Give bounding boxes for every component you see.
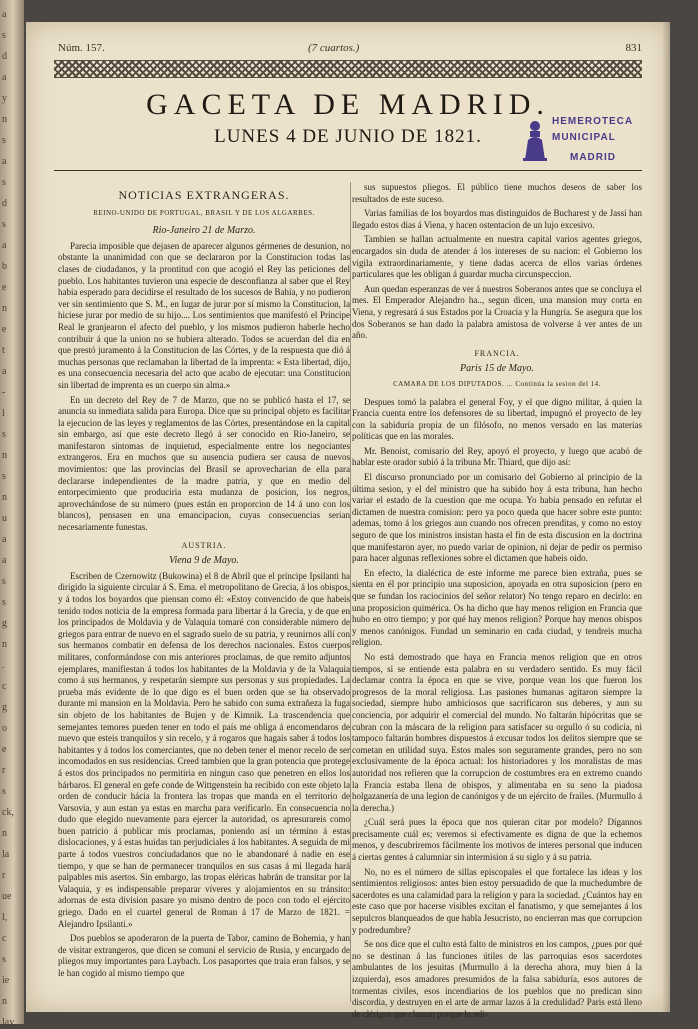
- viena-dateline: Viena 9 de Mayo.: [169, 555, 239, 567]
- edge-fragment: y: [2, 93, 7, 104]
- section-title: NOTICIAS EXTRANGERAS.: [118, 188, 290, 202]
- right-column: [352, 182, 642, 1023]
- edge-fragment: s: [2, 576, 6, 587]
- article-paragraph: No está demostrado que haya en Francia menos religion que en otros tiempos, si se entiende esta palabra en su verdadero sentido. Es muy fácil declamar contra la época en que se vive, porque vean los que fueron los progresos de la moral religiosa. Las pasiones humanas agitaron siempre la sociedad, siempre hubo ambiciosos que sacrificaron sus deberes, y aun su conciencia, por adquirir el comercial del mundo. No faltarán hipócritas que se cubran con la máscara de la religion para satisfacer su orgullo ó su codicia, ni tampoco faltarán hombres dispuestos á excusar todos los delitos siempre que se cometan en utilidad suya. Estos males son seguramente grandes, pero no son exclusivamente de la época actual: los historiadores y los moralistas de mas autoridad nos refieren que la corrupcion de costumbres era en extremo cuando la Francia estaba llena de obispos, y alimentaba en su seno la piadosa holgazanería de una legion de canónigos y de un ejército de frailes. (Murmullo á la derecha.): [352, 651, 642, 813]
- edge-fragment: t: [2, 345, 5, 356]
- edge-fragment: b: [2, 261, 7, 272]
- edge-fragment: s: [2, 219, 6, 230]
- edge-fragment: a: [2, 72, 7, 83]
- edge-fragment: s: [2, 954, 6, 965]
- issue-number: Núm. 157.: [58, 42, 105, 54]
- edge-fragment: n: [2, 492, 7, 503]
- edge-fragment: g: [2, 618, 7, 629]
- newspaper-page: [26, 22, 670, 1019]
- edge-fragment: s: [2, 429, 6, 440]
- edge-fragment: a: [2, 366, 7, 377]
- article-paragraph: Aun quedan esperanzas de ver á nuestros Soberanos antes que se concluya el mes. El Emperador Alejandro ha.., segun dicen, una mansion muy corta en Viena, y regresará á sus Estados por la Croacia y la Hungría. Se asegura que los dos Soberanos se han dado la palabra amistosa de volverse á ver antes de un año.: [352, 283, 642, 341]
- edge-fragment: d: [2, 198, 7, 209]
- edge-fragment: n: [2, 114, 7, 125]
- edge-fragment: c: [2, 933, 7, 944]
- edge-fragment: s: [2, 597, 6, 608]
- edge-fragment: e: [2, 282, 7, 293]
- edge-fragment: a: [2, 534, 7, 545]
- kingdom-title: REINO-UNIDO DE PORTUGAL, BRASIL Y DE LOS ALGARBES.: [93, 208, 315, 217]
- chamber-session-line: CAMARA DE LOS DIPUTADOS. ... Continúa la sesion del 14.: [393, 379, 601, 388]
- edge-fragment: n: [2, 639, 7, 650]
- stamp-emblem-icon: [522, 118, 548, 162]
- edge-fragment: g: [2, 702, 7, 713]
- page-fold-shadow: [662, 22, 670, 1012]
- francia-title: FRANCIA.: [474, 348, 520, 358]
- article-paragraph: No, no es el número de sillas episcopales el que fortalece las ideas y los sentimientos religiosos: antes bien estoy persuadido de que la muchedumbre de sacerdotes es una calamidad para la religion y para la sociedad. ¿Cuántos hay en este caso que por hacerse visibles excitan el fanatismo, y que semejantes á los sepulcros blanqueados de que habla Jesucristo, no encierran mas que corrupcion y podredumbre?: [352, 866, 642, 935]
- edge-fragment: n: [2, 450, 7, 461]
- edge-fragment: r: [2, 765, 6, 776]
- austria-title: AUSTRIA.: [181, 540, 227, 550]
- edge-fragment: e: [2, 324, 7, 335]
- edge-fragment: a: [2, 9, 7, 20]
- edge-fragment: la: [2, 849, 10, 860]
- edge-fragment: s: [2, 177, 6, 188]
- article-paragraph: Tambien se hallan actualmente en nuestra capital varios agentes griegos, encargados sin duda de atender á los intereses de su nacion: el Gobierno los vigila extraordinariamente, y tiene dadas acerca de ellos varias órdenes particulares que les obligan á guardar mucha circunspeccion.: [352, 234, 642, 280]
- stamp-line-1: HEMEROTECA: [552, 116, 634, 127]
- issue-price: (7 cuartos.): [308, 42, 360, 54]
- stamp-line-2: MUNICIPAL: [552, 132, 616, 143]
- library-stamp: [522, 114, 652, 178]
- column-divider: [350, 182, 351, 1002]
- paris-dateline: Paris 15 de Mayo.: [460, 363, 534, 375]
- edge-fragment: l: [2, 408, 5, 419]
- edge-fragment: r: [2, 870, 6, 881]
- edge-fragment: c: [2, 681, 7, 692]
- article-paragraph: El discurso pronunciado por un comisario del Gobierno al principio de la última sesion, y el del ministro que ha subido hoy á esta tribuna, han hecho variar el estado de la cuestion que me ocupa. Yo habia pensado en refutar el dictamen de nuestra comision: pero ya poco queda que hacer sobre este punto: ademas, tomo á los griegos aun cuando nos ofrecen prenditas, y como no estoy seguro de que los ministros insistan hasta el fin de esta discusion en la doctrina que manifestaron ayer, no puedo variar de opinion, ni dejar de pedir os permiso para hacer algunas reflexiones sobre el dictamen que habeis oido.: [352, 472, 642, 564]
- article-paragraph: sus supuestos pliegos. El público tiene muchos deseos de saber los resultados de este suceso.: [352, 182, 642, 204]
- edge-fragment: s: [2, 471, 6, 482]
- edge-fragment: l,: [2, 912, 8, 923]
- edge-fragment: a: [2, 555, 7, 566]
- edge-fragment: u: [2, 513, 7, 524]
- edge-fragment: s: [2, 786, 6, 797]
- article-paragraph: Dos pueblos se apoderaron de la puerta de Tabor, camino de Bohemia, y han de visitar extrangeros, que dicen se comuni el servicio de Rusia, y encargado de pliegos muy importantes para Laybach. Los pasaportes que traia eran falsos, y se le han cogido al mismo tiempo que: [58, 933, 350, 978]
- edge-fragment: a: [2, 240, 7, 251]
- edge-fragment: ck,: [2, 807, 14, 818]
- edge-fragment: n: [2, 996, 7, 1007]
- edge-fragment: ie: [2, 975, 10, 986]
- edge-fragment: ue: [2, 891, 12, 902]
- edge-fragment: n: [2, 828, 7, 839]
- article-paragraph: Mr. Benoist, comisario del Rey, apoyó el proyecto, y luego que acabó de hablar este orador subió á la tribuna Mr. Thiard, que dijo así:: [352, 445, 642, 468]
- article-paragraph: Escriben de Czernowitz (Bukowina) el 8 de Abril que el príncipe Ipsilanti ha dirigido la siguiente circular á S. Ema. el metropolitano de Grecia, á los obispos, y á todos los boyardos que piensan como él: «Estoy convencido de que habeis tenido todos noticia de la empresa formada para libertar á la Grecia, y de que en los principados de Moldavia y de Valaquia tomaré con considerable número de griegos para entrar de nuevo en el sagrado suelo de su patria, y reunirnos allí con sus hermanos combatir en defensa de los derechos nacionales. Estos cuerpos militares, conformándose con mis anteriores proclamas, de que remito adjuntos ejemplares, manifiestan á todos los habitantes de la Moldavia y de la Valaquia como á sus hermanos, y respetarán siempre sus personas y sus propiedades. La prueba más evidente de lo que digo es el buen orden que se ha observado durante mi mansion en la Moldavia. Pero he sabido con suma extrañeza la fuga sin objeto de los habitantes de Bujen y de Kimnik. La trascendencia que semejantes temores pueden tener en todo el país me obliga á encomendaros de nuevo que esteis tranquilos y sin recelo, y á rogaros que hagais saber á todos los habitantes y á todos los comerciantes, que no deben tener el menor recelo de ser incomodados en sus residencias. Creed tambien que la gran potencia que protege á estos dos principados no permitiria en ningun caso que penetren en ellos los bárbaros. El general en gefe conde de Wittgenstein ha recibido con este objeto la orden de conducir hácia la frontera las tropas que manda en el territorio de Varsovia, y aun estan ya estas en marcha para verificarlo. En consecuencia no dudo que elegido nuevamente para ejercer la autoridad, os apresurareis como buen patricio á publicar mis proclamas, poniendo así un término á estas dislocaciones, y á estas huidas tan perjudiciales á los habitantes. A seguida de mi parte á todos vuestros conciudadanos que no le abandonaré á nadie en ese tiempo, y que se han de permanecer tranquilos en sus casas á mi llegada hará palpables mis asertos. Sin embargo, las tropas eléricas habrán de transitar por la Valaquia, y es indispensable preparar víveres y alojamientos en su tránsito: adornas de esta division pasare yo mismo dentro de poco con todo el ejército griego. Dado en el cuartel general de Roman á 17 de Marzo de 1821. = Alejandro Ipsilanti.»: [58, 570, 350, 929]
- edge-fragment: s: [2, 135, 6, 146]
- left-column: [58, 182, 350, 983]
- edge-fragment: e: [2, 744, 7, 755]
- page-number: 831: [625, 42, 642, 54]
- article-paragraph: En efecto, la dialéctica de este informe me parece bien extraña, pues se sienta en él por principio una suposicion, apoyada en otra suposicion (pero en que se fundan los raciocinios del señor relator) No tengo reparo en decirlo: en una proposicion quimérica. Os ha dicho que hay menos religion en Francia que hubo en otro tiempo; y por qué hay menos religion? Porque hay menos obispos y menos canónigos. Fundad un seminario en cada ciudad, y tendreis mucha religion.: [352, 567, 642, 648]
- article-paragraph: ¿Cuál será pues la época que nos quieran citar por modelo? Dígannos precisamente cuál es; veremos si efectivamente es digna de que la echemos menos, y descubriremos fácilmente los motivos de interes personal que inducen á ciertas gentes á calumniar sin intermision á su siglo y á su patria.: [352, 817, 642, 863]
- decorative-ornament-band: [54, 60, 642, 78]
- previous-page-edge: [0, 0, 24, 1028]
- edge-fragment: -: [2, 387, 6, 398]
- edge-fragment: lay: [2, 1017, 15, 1028]
- edge-fragment: o: [2, 723, 7, 734]
- article-paragraph: Parecia imposible que dejasen de aparecer algunos gérmenes de desunion, no obstante la unanimidad con que se declararon por la Constitucion todas las clases de ciudadanos, y la prontitud con que acogió el Rey las peticiones del pueblo. Los habitantes tuvieron una especie de desconfianza al saber que el Rey habia esperado para decidirse el resultado de los sucesos de Bahía, y no pudieron ver sin sentimiento que S. M., en lugar de jurar por sí mismo la Constitucion, la hiciese jurar por medio de su hijo.... Los sentimientos que manifestó el Príncipe Real le granjearon el afecto del pueblo, y los mismos pudieron haberle hecho contribuir á que la union no se hubiera alterado. Todos se acuerdan del dia en que prestó juramento á la Constitucion de las Córtes, y de la respuesta que dió á muchas personas que reclamaban la libertad de la imprenta: « Esta libertad, dijo, es una consecuencia necesaria del acto que acabo de ejecutar: una Constitucion sin libertad de imprenta es un cuerpo sin alma.»: [58, 240, 350, 390]
- article-paragraph: Varias familias de los boyardos mas distinguidos de Bucharest y de Jassi han llegado estos dias á Viena, y hacen ostentacion de un lujo excesivo.: [352, 208, 642, 230]
- edge-fragment: n: [2, 303, 7, 314]
- edge-fragment: a: [2, 156, 7, 167]
- masthead-rule: [54, 170, 642, 171]
- article-paragraph: Se nos dice que el culto está falto de ministros en los campos, ¿pues por qué no se destinan á las funciones útiles de las parroquias esos sacerdotes ambulantes de los jesuitas (Murmullo á la derecha ahora, muy bien á la izquierda), esos amadores presumidos de la falsa sabiduría, esos autores de tormentas civiles, esos incendiarios de los pueblos que no predican sino discordia, y destruyen en el arte de armar lazos á la credulidad? Paris está lleno de clérigos que claman porque la reli-: [352, 939, 642, 1019]
- edge-fragment: .: [2, 660, 5, 671]
- stamp-line-3: MADRID: [570, 152, 616, 163]
- article-paragraph: Despues tomó la palabra el general Foy, y el que digno militar, á quien la Francia cuenta entre los defensores de su libertad, impugnó el proyecto de ley con la sabiduría propia de un filósofo, no menos versado en las materias políticas que en las morales.: [352, 396, 642, 442]
- rio-dateline: Rio-Janeiro 21 de Marzo.: [152, 225, 256, 237]
- previous-page-text-fragments: [2, 0, 22, 1028]
- issue-date: LUNES 4 DE JUNIO DE 1821.: [214, 126, 482, 147]
- edge-fragment: s: [2, 30, 6, 41]
- masthead-title: GACETA DE MADRID.: [146, 88, 550, 121]
- edge-fragment: d: [2, 51, 7, 62]
- article-paragraph: En un decreto del Rey de 7 de Marzo, que no se publicó hasta el 17, se anuncia su inmediata salida para Europa. Dice que su principal objeto es facilitar la ejecucion de las leyes y reglamentos de las Córtes, presentándose en la capital sin embargo, así que este decreto llegó á ser conocido en Rio-Janeiro, se manifestaron síntomas de inquietud, especialmente entre los negociantes extrangeros. Era en muchos que su ausencia pudiera ser causa de nuevos movimientos: que las provincias del Brasil se aprovecharian de ella para declararse independientes de la madre patria, y que en medio del entorpecimiento que produciria esta mudanza de posicion, los negros, aprovechándose de su número (pues están en proporcion de 14 á uno con los blancos), pensasen en una emancipacion, cuyas consecuencias serian necesariamente funestas.: [58, 394, 350, 533]
